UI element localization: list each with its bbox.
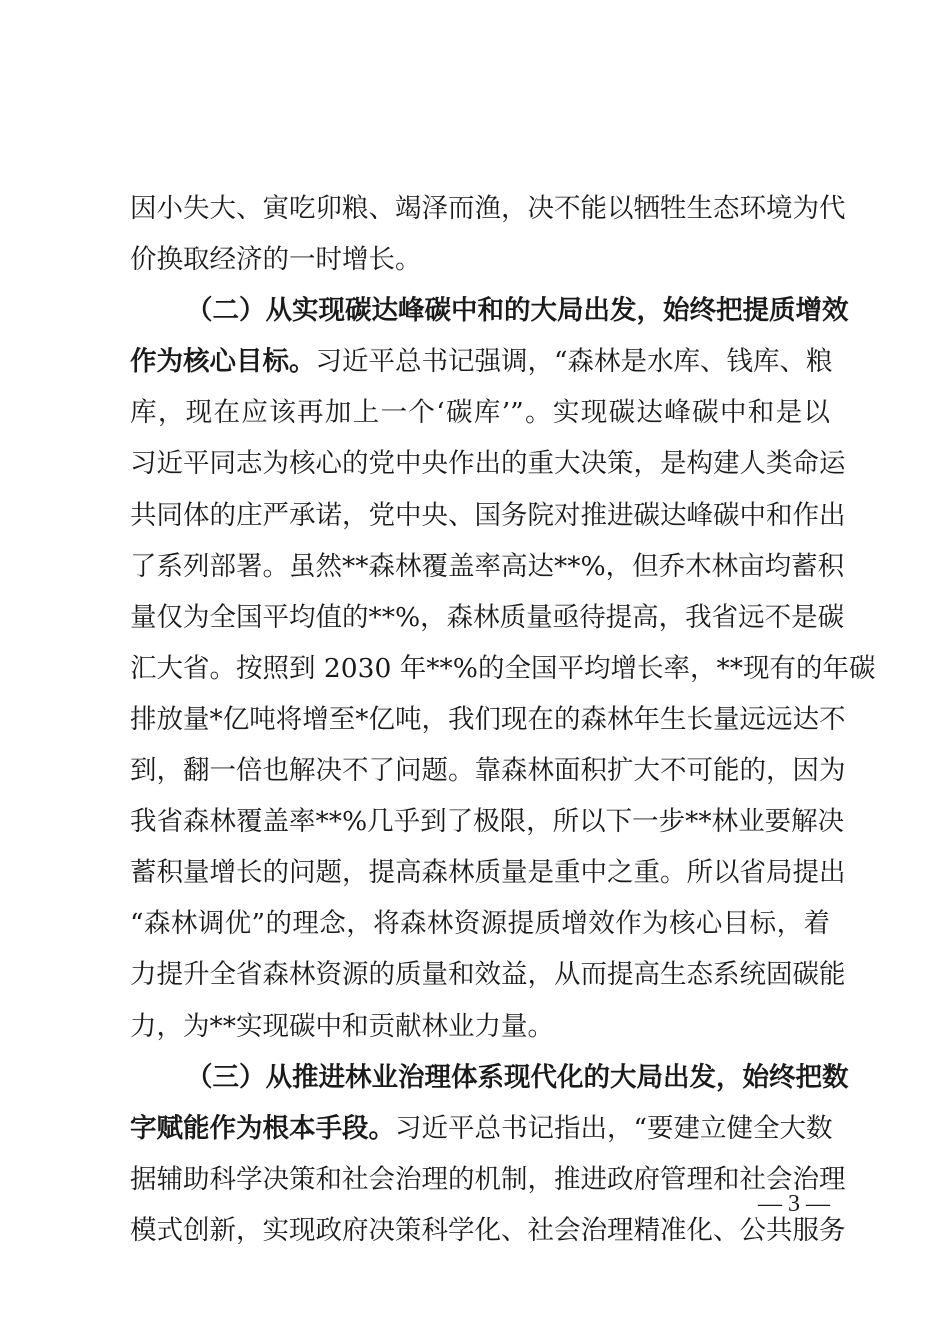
text-run: 价换取经济的一时增长。 <box>130 244 422 276</box>
text-run: 共同体的庄严承诺，党中央、国务院对推进碳达峰碳中和作出 <box>130 499 846 531</box>
text-run: 到，翻一倍也解决不了问题。靠森林面积扩大不可能的，因为 <box>130 755 846 787</box>
text-run: 了系列部署。虽然**森林覆盖率高达**%，但乔木林亩均蓄积 <box>130 550 845 582</box>
text-run: “森林调优”的理念，将森林资源提质增效作为核心目标，着 <box>130 908 830 940</box>
text-line <box>130 694 846 745</box>
text-run: 量仅为全国平均值的**%，森林质量亟待提高，我省远不是碳 <box>130 601 845 633</box>
text-line <box>130 387 830 438</box>
body-text <box>130 183 876 1256</box>
bold-run: 作为核心目标。 <box>130 346 316 378</box>
text-line <box>130 898 830 949</box>
text-line <box>130 234 830 285</box>
text-run: 力提升全省森林资源的质量和效益，从而提高生态系统固碳能 <box>130 959 846 991</box>
section-heading-2 <box>130 285 849 336</box>
text-run: 汇大省。按照到 2030 年**%的全国平均增长率，**现有的年碳 <box>130 652 876 684</box>
text-line <box>130 1001 830 1052</box>
text-line <box>130 643 876 694</box>
text-line <box>130 1205 846 1256</box>
text-line <box>130 847 846 898</box>
text-line <box>130 745 846 796</box>
text-line <box>130 490 846 541</box>
text-line <box>130 949 846 1000</box>
section-heading-3 <box>130 1052 849 1103</box>
text-line <box>130 183 846 234</box>
text-run: 习近平总书记指出，“要建立健全大数 <box>395 1112 833 1144</box>
bold-run: 字赋能作为根本手段。 <box>130 1112 395 1144</box>
text-run: 习近平总书记强调，“森林是水库、钱库、粮 <box>315 346 833 378</box>
text-run: 据辅助科学决策和社会治理的机制，推进政府管理和社会治理 <box>130 1163 846 1195</box>
bold-run: （二）从实现碳达峰碳中和的大局出发，始终把提质增效 <box>186 295 849 327</box>
text-run: 库，现在应该再加上一个‘碳库’”。实现碳达峰碳中和是以 <box>130 397 830 429</box>
text-run: 排放量*亿吨将增至*亿吨，我们现在的森林年生长量远远达不 <box>130 703 846 735</box>
text-run: 力，为**实现碳中和贡献林业力量。 <box>130 1010 554 1042</box>
text-line <box>130 592 845 643</box>
text-line <box>130 796 845 847</box>
text-run: 习近平同志为核心的党中央作出的重大决策，是构建人类命运 <box>130 448 846 480</box>
text-line <box>130 1103 833 1154</box>
text-run: 蓄积量增长的问题，提高森林质量是重中之重。所以省局提出 <box>130 857 846 889</box>
page-number: — 3 — <box>758 1191 830 1217</box>
text-line <box>130 541 845 592</box>
text-run: 模式创新，实现政府决策科学化、社会治理精准化、公共服务 <box>130 1214 846 1246</box>
bold-run: （三）从推进林业治理体系现代化的大局出发，始终把数 <box>186 1061 849 1093</box>
text-run: 因小失大、寅吃卯粮、竭泽而渔，决不能以牺牲生态环境为代 <box>130 193 846 224</box>
text-line <box>130 438 846 489</box>
text-line <box>130 336 833 387</box>
text-line <box>130 1154 846 1205</box>
text-run: 我省森林覆盖率**%几乎到了极限，所以下一步**林业要解决 <box>130 806 845 838</box>
